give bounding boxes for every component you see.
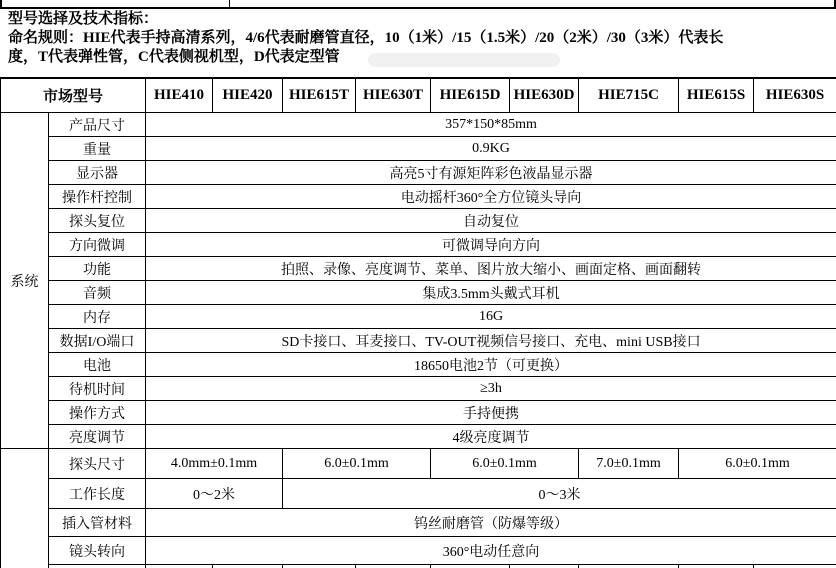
value-cell — [146, 565, 213, 568]
param-cell: 待机时间 — [49, 377, 146, 401]
value-cell: 高亮5寸有源矩阵彩色液晶显示器 — [146, 161, 836, 185]
value-cell — [579, 565, 679, 568]
value-cell: 手持便携 — [146, 401, 836, 425]
value-cell: 电动摇杆360°全方位镜头导向 — [146, 185, 836, 209]
param-cell: 操作方式 — [49, 401, 146, 425]
value-cell: 357*150*85mm — [146, 113, 836, 137]
param-cell: 亮度调节 — [49, 425, 146, 449]
model-header: HIE715C — [579, 78, 679, 113]
value-cell: 4.0mm±0.1mm — [146, 449, 283, 479]
spec-row — [1, 209, 836, 233]
spec-row — [1, 161, 836, 185]
param-cell: 操作杆控制 — [49, 185, 146, 209]
group-cell-system: 系统 — [1, 113, 49, 449]
spec-row — [1, 257, 836, 281]
param-cell: 镜头转向 — [49, 537, 146, 565]
spec-row — [1, 353, 836, 377]
notes-rule-line1: 命名规则：HIE代表手持高清系列，4/6代表耐磨管直径，10（1米）/15（1.5米）/20（2米）/30（3米）代表长 — [8, 30, 724, 46]
value-cell: 可微调导向方向 — [146, 233, 836, 257]
param-cell: 探头复位 — [49, 209, 146, 233]
value-cell: 0.9KG — [146, 137, 836, 161]
value-cell: 4级亮度调节 — [146, 425, 836, 449]
value-cell: 拍照、录像、亮度调节、菜单、图片放大缩小、画面定格、画面翻转 — [146, 257, 836, 281]
model-header: HIE615D — [431, 78, 510, 113]
model-header: HIE615T — [283, 78, 356, 113]
param-cell: 电池 — [49, 353, 146, 377]
param-cell: 探头尺寸 — [49, 449, 146, 479]
param-cell — [49, 565, 146, 568]
spec-row — [1, 537, 836, 565]
value-cell: 0～3米 — [283, 479, 836, 509]
cutoff-row-top-border — [0, 0, 836, 9]
value-cell: ≥3h — [146, 377, 836, 401]
param-cell: 工作长度 — [49, 479, 146, 509]
value-cell — [213, 565, 283, 568]
group-cell-probe — [1, 449, 49, 568]
value-cell — [283, 565, 356, 568]
param-cell: 显示器 — [49, 161, 146, 185]
value-cell — [754, 565, 836, 568]
notes-rule-line2: 度，T代表弹性管，C代表侧视机型，D代表定型管 — [8, 49, 340, 65]
model-header: HIE420 — [213, 78, 283, 113]
value-cell: 集成3.5mm头戴式耳机 — [146, 281, 836, 305]
param-cell: 内存 — [49, 305, 146, 329]
header-market-model: 市场型号 — [1, 78, 146, 113]
value-cell: 7.0±0.1mm — [579, 449, 679, 479]
value-cell: SD卡接口、耳麦接口、TV-OUT视频信号接口、充电、mini USB接口 — [146, 329, 836, 353]
value-cell — [431, 565, 510, 568]
spec-row — [1, 449, 836, 479]
value-cell: 0～2米 — [146, 479, 283, 509]
value-cell: 18650电池2节（可更换） — [146, 353, 836, 377]
param-cell: 产品尺寸 — [49, 113, 146, 137]
notes-title: 型号选择及技术指标： — [8, 11, 159, 27]
spec-row — [1, 233, 836, 257]
model-header: HIE630S — [754, 78, 836, 113]
spec-row — [1, 329, 836, 353]
table-border-tick — [0, 0, 2, 7]
param-cell: 方向微调 — [49, 233, 146, 257]
value-cell: 自动复位 — [146, 209, 836, 233]
param-cell: 音频 — [49, 281, 146, 305]
param-cell: 重量 — [49, 137, 146, 161]
param-cell: 插入管材料 — [49, 509, 146, 537]
param-cell: 数据I/O端口 — [49, 329, 146, 353]
spec-row — [1, 509, 836, 537]
value-cell: 16G — [146, 305, 836, 329]
spec-table — [0, 77, 836, 568]
model-header: HIE630T — [356, 78, 431, 113]
spec-row — [1, 305, 836, 329]
spec-row — [1, 479, 836, 509]
model-header: HIE630D — [510, 78, 579, 113]
value-cell — [510, 565, 579, 568]
spec-row — [1, 137, 836, 161]
value-cell: 6.0±0.1mm — [431, 449, 579, 479]
partial-cutoff-row — [1, 565, 836, 568]
table-border-tick — [229, 0, 230, 7]
spec-row — [1, 281, 836, 305]
spec-row — [1, 377, 836, 401]
spec-row — [1, 401, 836, 425]
model-header-row — [1, 78, 836, 113]
spec-row — [1, 185, 836, 209]
value-cell — [356, 565, 431, 568]
value-cell: 360°电动任意向 — [146, 537, 836, 565]
value-cell: 6.0±0.1mm — [679, 449, 836, 479]
naming-rule-notes — [8, 10, 832, 67]
spec-row — [1, 425, 836, 449]
value-cell: 钨丝耐磨管（防爆等级） — [146, 509, 836, 537]
value-cell — [679, 565, 754, 568]
model-header: HIE410 — [146, 78, 213, 113]
param-cell: 功能 — [49, 257, 146, 281]
value-cell: 6.0±0.1mm — [283, 449, 431, 479]
model-header: HIE615S — [679, 78, 754, 113]
spec-row — [1, 113, 836, 137]
